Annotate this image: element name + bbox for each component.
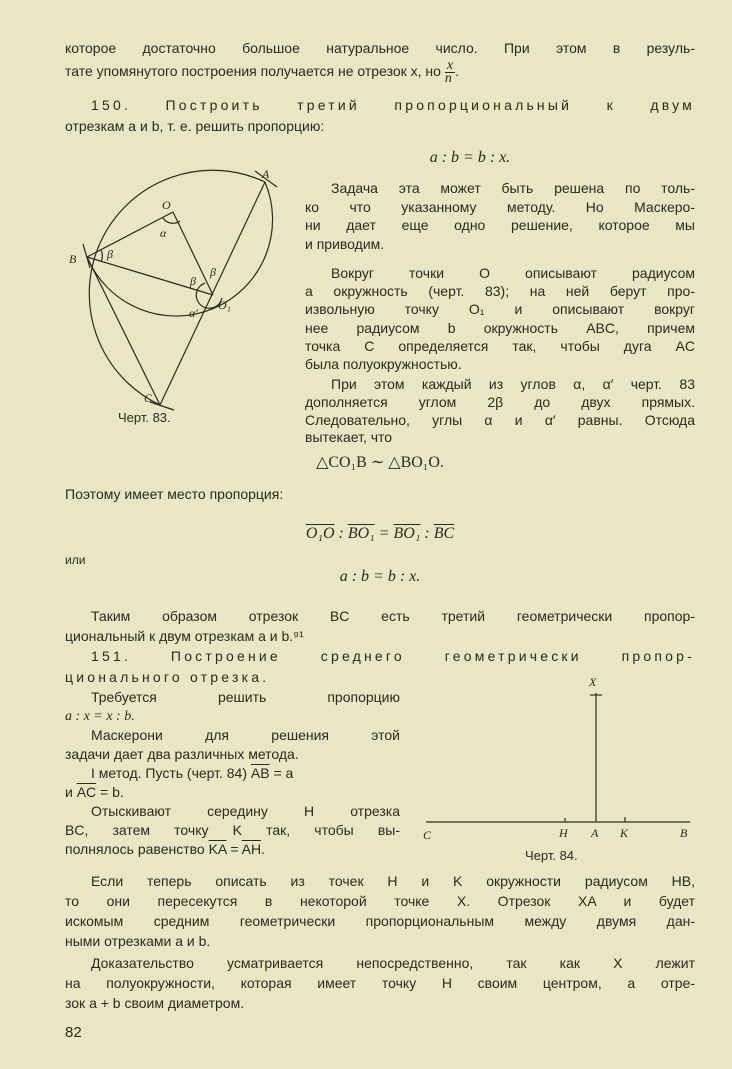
text: = a — [269, 765, 294, 781]
segment: $\overline{KA}$ — [208, 841, 227, 857]
label-a: A — [262, 167, 270, 181]
text-line: вытекает, что — [305, 429, 393, 446]
tick-c — [150, 402, 174, 410]
text: полнялось равенство — [65, 841, 209, 857]
proportion-formula-2: a : b = b : x. — [339, 568, 421, 585]
circle-arc-o — [87, 182, 273, 316]
text-line: Отыскивают середину H отрезка — [91, 803, 400, 819]
figure-84-caption: Черт. 84. — [525, 848, 578, 863]
label-h: H — [559, 826, 568, 840]
label-b: B — [680, 826, 688, 840]
text-line: и приводим. — [305, 235, 385, 252]
figure-83-labels — [69, 167, 270, 405]
operator: : — [334, 525, 348, 542]
text-line: Следовательно, углы α и α′ равны. Отсюда — [305, 411, 695, 428]
text-line: Задача эта может быть решена по толь- — [331, 180, 695, 196]
text: = b. — [96, 784, 124, 800]
text-line: точка C определяется так, чтобы дуга AC — [305, 337, 695, 354]
label-k: K — [620, 826, 629, 840]
figure-84-labels — [423, 675, 688, 842]
similarity-formula: △CO₁B ∼ △BO₁O. — [316, 454, 444, 471]
therefore-text: Поэтому имеет место пропорция: — [65, 486, 284, 502]
text-line: то они пересекутся в некоторой точке X. Отрезок XA и будет — [65, 893, 695, 909]
text-line: была полуокружностью. — [305, 356, 462, 373]
text-line: нее радиусом b окружность ABC, причем — [305, 319, 695, 336]
text-line: которое достаточно большое натуральное число. При этом в резуль- — [65, 40, 695, 56]
label-o1: O₁ — [218, 298, 231, 312]
segment: BO₁ — [347, 525, 375, 542]
text-line: a окружность (черт. 83); на ней берут про- — [305, 283, 695, 300]
text-line: дополняется углом 2β до двух прямых. — [305, 393, 695, 410]
label-c: C — [144, 391, 153, 405]
text-line: циональный к двум отрезкам a и b.⁹¹ — [65, 628, 304, 644]
text-line: задачи дает два различных метода. — [65, 746, 299, 762]
text-line: ционального отрезка. — [65, 669, 270, 685]
label-o: O — [162, 198, 171, 212]
page-number: 82 — [65, 1024, 82, 1041]
text-line: При этом каждый из углов α, α′ черт. 83 — [331, 376, 695, 392]
segment: $\overline{AH}$ — [241, 841, 262, 857]
text-line: ными отрезками a и b. — [65, 933, 211, 949]
segment: $\overline{AB}$ — [250, 765, 270, 781]
text-line: ни дает еще одно решение, которое мы — [305, 217, 695, 233]
text-line: Вокруг точки O описывают радиусом — [331, 265, 695, 281]
text-line: на полуокружности, которая имеет точку H своим центром, а отре- — [65, 975, 695, 991]
label-b: B — [69, 252, 77, 266]
text: и — [65, 784, 77, 800]
text-line: Доказательство усматривается непосредственно, так как X лежит — [91, 955, 695, 971]
text-line: Маскерони для решения этой — [91, 727, 400, 743]
or-text: или — [65, 553, 86, 567]
angle-beta-mark — [101, 250, 102, 262]
text: I метод. Пусть (черт. 84) — [91, 765, 251, 781]
segment-ca — [160, 182, 265, 405]
proportion-formula: a : b = b : x. — [429, 149, 511, 166]
text: . — [261, 841, 266, 857]
figure-84-diagram — [426, 693, 690, 822]
figure-83-diagram — [83, 170, 277, 410]
text-line: зок a + b своим диаметром. — [65, 995, 245, 1011]
segment: $\overline{AC}$ — [76, 784, 97, 800]
text-line: Если теперь описать из точек H и K окружности радиусом HB, — [91, 873, 695, 889]
segment-bc — [87, 257, 160, 405]
text: = — [226, 841, 242, 857]
label-x: X — [589, 675, 597, 689]
text-line: a : x = x : b. — [65, 709, 135, 724]
label-beta-o1-2: β — [210, 265, 216, 279]
figure-83-caption: Черт. 83. — [118, 410, 171, 425]
operator: = — [374, 525, 394, 542]
label-alpha: α — [160, 226, 167, 240]
label-beta-b: β — [107, 247, 113, 261]
fraction-denominator: n — [444, 71, 452, 86]
text-line-body: тате упомянутого построения получается не отрезок x, но — [65, 63, 441, 80]
text-line: извольную точку O₁ и описывают вокруг — [305, 301, 695, 318]
text-line: Таким образом отрезок BC есть третий геометрически пропор- — [91, 608, 695, 624]
text-line: искомым средним геометрически пропорциональным между двумя дан- — [65, 913, 695, 929]
label-a: A — [591, 826, 599, 840]
text-line: ко что указанному методу. Но Маскеро- — [305, 198, 695, 215]
operator: : — [420, 525, 434, 542]
text-line: 151. Построение среднего геометрически пропор- — [91, 648, 695, 664]
segment: BO₁ — [393, 525, 421, 542]
text-line: 150. Построить третий пропорциональный к двум — [91, 97, 695, 113]
fraction-numerator: x — [446, 58, 454, 73]
punct: . — [455, 63, 460, 80]
label-alpha-prime: α′ — [189, 306, 198, 320]
text-line: отрезкам a и b, т. е. решить пропорцию: — [65, 118, 325, 134]
label-beta-o1: β — [190, 274, 196, 288]
segment: O₁O — [305, 525, 335, 542]
segment: $\overline{BC}$ — [433, 525, 455, 542]
text-line: Требуется решить пропорцию — [91, 689, 400, 705]
text-line: BC, затем точку K так, чтобы вы- — [65, 822, 400, 838]
label-c: C — [423, 828, 432, 842]
